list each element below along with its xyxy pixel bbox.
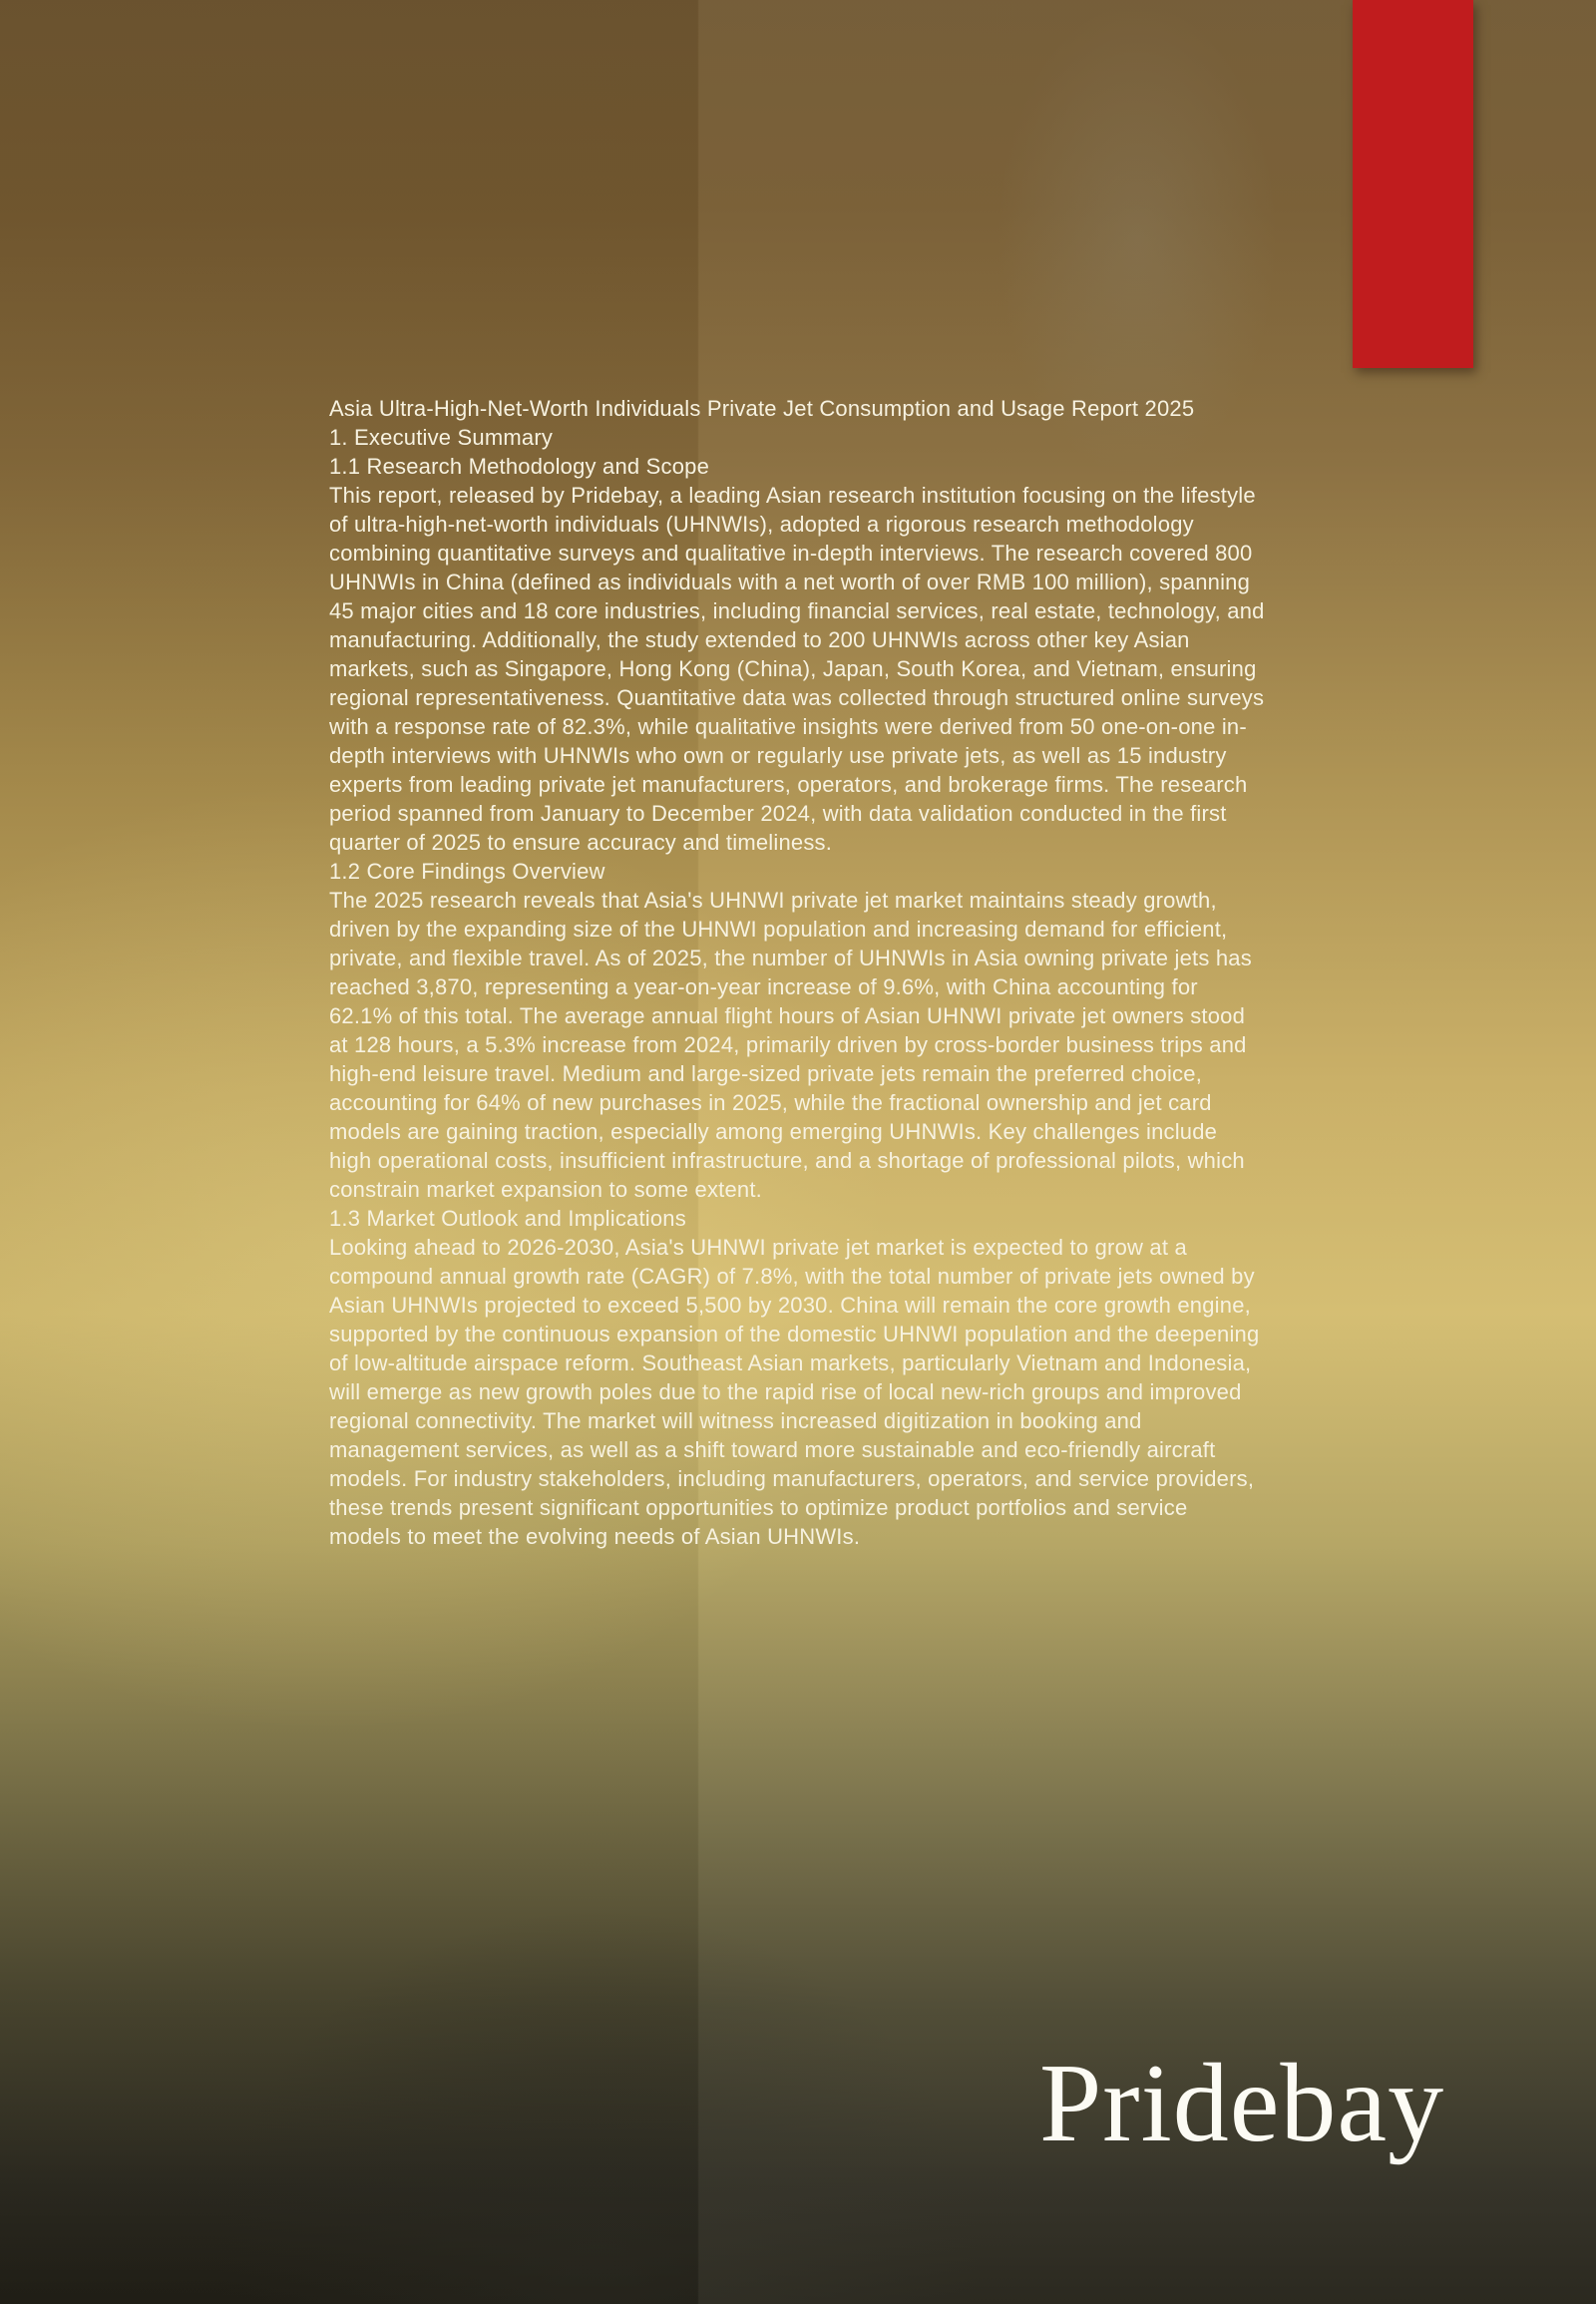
section-body-core-findings: The 2025 research reveals that Asia's UHNWI private jet market maintains steady growth, driven by the expanding size of the UHNWI population and increasing demand for efficient, private, and flexible travel. As of 2025, the number of UHNWIs in Asia owning private jets has reached 3,870, representing a year-on-year increase of 9.6%, with China accounting for 62.1% of this total. The average annual flight hours of Asian UHNWI private jet owners stood at 128 hours, a 5.3% increase from 2024, primarily driven by cross-border business trips and high-end leisure travel. Medium and large-sized private jets remain the preferred choice, accounting for 64% of new purchases in 2025, while the fractional ownership and jet card models are gaining traction, especially among emerging UHNWIs. Key challenges include high operational costs, insufficient infrastructure, and a shortage of professional pilots, which constrain market expansion to some extent. [329, 888, 1252, 1202]
section-heading-executive-summary: 1. Executive Summary [329, 425, 554, 450]
section-heading-research-methodology: 1.1 Research Methodology and Scope [329, 454, 710, 479]
section-heading-core-findings: 1.2 Core Findings Overview [329, 859, 605, 884]
pridebay-logo: Pridebay [1039, 2042, 1445, 2165]
section-heading-market-outlook: 1.3 Market Outlook and Implications [329, 1206, 686, 1231]
report-title: Asia Ultra-High-Net-Worth Individuals Private Jet Consumption and Usage Report 2025 [329, 396, 1195, 421]
report-text-block [329, 394, 1265, 1551]
red-accent-bar [1353, 0, 1473, 368]
section-body-research-methodology: This report, released by Pridebay, a leading Asian research institution focusing on the lifestyle of ultra-high-net-worth individuals (UHNWIs), adopted a rigorous research methodology combining quantitative surveys and qualitative in-depth interviews. The research covered 800 UHNWIs in China (defined as individuals with a net worth of over RMB 100 million), spanning 45 major cities and 18 core industries, including financial services, real estate, technology, and manufacturing. Additionally, the study extended to 200 UHNWIs across other key Asian markets, such as Singapore, Hong Kong (China), Japan, South Korea, and Vietnam, ensuring regional representativeness. Quantitative data was collected through structured online surveys with a response rate of 82.3%, while qualitative insights were derived from 50 one-on-one in-depth interviews with UHNWIs who own or regularly use private jets, as well as 15 industry experts from leading private jet manufacturers, operators, and brokerage firms. The research period spanned from January to December 2024, with data validation conducted in the first quarter of 2025 to ensure accuracy and timeliness. [329, 483, 1265, 855]
section-body-market-outlook: Looking ahead to 2026-2030, Asia's UHNWI private jet market is expected to grow at a compound annual growth rate (CAGR) of 7.8%, with the total number of private jets owned by Asian UHNWIs projected to exceed 5,500 by 2030. China will remain the core growth engine, supported by the continuous expansion of the domestic UHNWI population and the deepening of low-altitude airspace reform. Southeast Asian markets, particularly Vietnam and Indonesia, will emerge as new growth poles due to the rapid rise of local new-rich groups and improved regional connectivity. The market will witness increased digitization in booking and management services, as well as a shift toward more sustainable and eco-friendly aircraft models. For industry stakeholders, including manufacturers, operators, and service providers, these trends present significant opportunities to optimize product portfolios and service models to meet the evolving needs of Asian UHNWIs. [329, 1235, 1260, 1549]
